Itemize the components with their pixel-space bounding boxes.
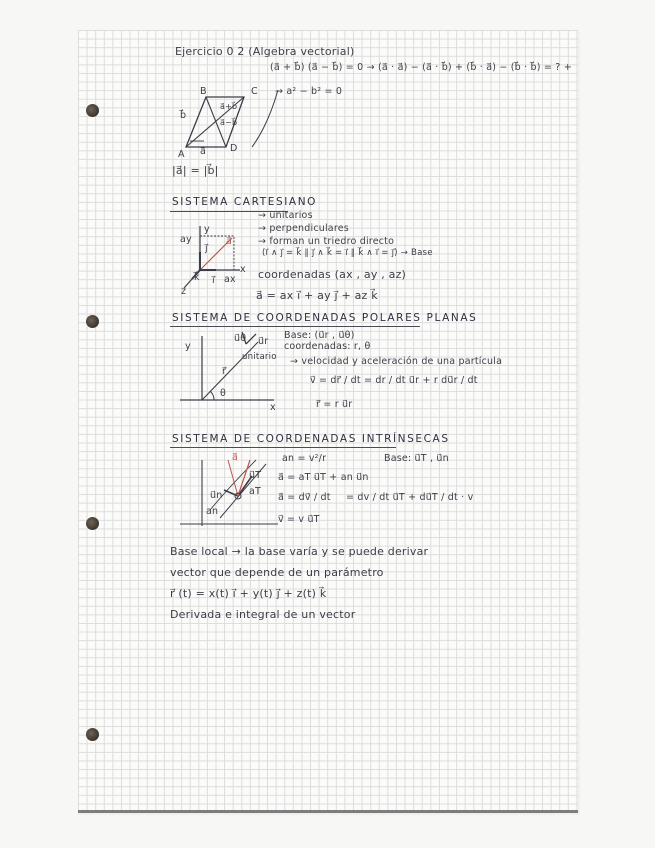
title-underline bbox=[170, 447, 396, 448]
note-base-local: Base local → la base varía y se puede derivar bbox=[170, 545, 429, 558]
position-vector-label: r⃗ bbox=[222, 366, 227, 377]
diagonal-label-diff: a⃗−b⃗ bbox=[220, 118, 238, 127]
unit-vector-utheta: u⃗θ bbox=[234, 333, 247, 344]
ex02-equation-2: → a² − b² = 0 bbox=[275, 86, 343, 97]
binder-hole bbox=[86, 728, 99, 741]
unit-vector-k: k⃗ bbox=[194, 272, 200, 283]
binder-hole bbox=[86, 517, 99, 530]
vertex-label-a: A bbox=[178, 149, 185, 160]
axis-label-x: x bbox=[240, 264, 246, 275]
title-underline bbox=[170, 326, 420, 327]
vector-label-a: a⃗ bbox=[226, 236, 233, 247]
cartesian-note-base: (i⃗ ∧ j⃗ = k⃗ ∥ j⃗ ∧ k⃗ = i⃗ ∥ k⃗ ∧ i⃗ = j⃗) → Base bbox=[262, 248, 433, 258]
axis-label-ax: ax bbox=[224, 274, 236, 285]
intrinsic-derivative-right: = dv / dt u⃗T + du⃗T / dt · v bbox=[346, 492, 474, 503]
axis-label-ay: ay bbox=[180, 234, 192, 245]
section-title-polares: SISTEMA DE COORDENADAS POLARES PLANAS bbox=[172, 312, 478, 324]
axis-label-z: z bbox=[181, 286, 187, 297]
note-vector-parametro: vector que depende de un parámetro bbox=[170, 566, 384, 579]
intrinsic-axes-diagram bbox=[180, 452, 280, 527]
polar-coordinates: coordenadas: r, θ bbox=[284, 341, 371, 352]
cartesian-note-triedro: → forman un triedro directo bbox=[258, 236, 395, 247]
note-position-vector: r⃗ (t) = x(t) i⃗ + y(t) j⃗ + z(t) k⃗ bbox=[170, 587, 327, 600]
intrinsic-velocity: v⃗ = v u⃗T bbox=[278, 514, 320, 525]
binder-hole bbox=[86, 104, 99, 117]
unitario-label: unitario bbox=[242, 352, 277, 362]
component-label-at: aT bbox=[249, 486, 262, 497]
section-title-intrinsecas: SISTEMA DE COORDENADAS INTRÍNSECAS bbox=[172, 433, 450, 445]
axis-label-y: y bbox=[185, 341, 191, 352]
unit-vector-ut: u⃗T bbox=[249, 470, 262, 481]
unit-vector-ur: u⃗r bbox=[258, 336, 269, 347]
binder-hole bbox=[86, 315, 99, 328]
axis-label-y: y bbox=[204, 224, 210, 235]
intrinsic-base: Base: u⃗T , u⃗n bbox=[384, 453, 449, 464]
ex02-equation-1: (a⃗ + b⃗) (a⃗ − b⃗) = 0 → (a⃗ · a⃗) − (a⃗ · b⃗) + (b⃗ · a⃗) − (b⃗ · b⃗) = ? + bbox=[270, 62, 572, 73]
vector-label-a: a⃗ bbox=[232, 452, 239, 463]
unit-vector-j: j⃗ bbox=[205, 243, 208, 254]
cartesian-vector: a⃗ = ax i⃗ + ay j⃗ + az k⃗ bbox=[256, 289, 378, 302]
cartesian-note-unitarios: → unitarios bbox=[258, 210, 313, 221]
note-derivada-integral: Derivada e integral de un vector bbox=[170, 608, 356, 621]
vertex-label-c: C bbox=[251, 86, 258, 97]
component-label-an: an bbox=[206, 506, 219, 517]
section-title-cartesiano: SISTEMA CARTESIANO bbox=[172, 196, 318, 208]
polar-velocity-equation: v⃗ = dr⃗ / dt = dr / dt u⃗r + r du⃗r / dt bbox=[310, 375, 478, 386]
vertex-label-b: B bbox=[200, 86, 207, 97]
intrinsic-derivative-left: a⃗ = dv⃗ / dt bbox=[278, 492, 331, 503]
intrinsic-normal-acceleration: an = v²/r bbox=[282, 453, 327, 464]
angle-label-theta: θ bbox=[220, 388, 227, 399]
unit-vector-i: i⃗ bbox=[212, 275, 215, 286]
polar-position: r⃗ = r u⃗r bbox=[316, 399, 353, 410]
cartesian-coordinates: coordenadas (ax , ay , az) bbox=[258, 268, 407, 281]
intrinsic-acceleration: a⃗ = aT u⃗T + an u⃗n bbox=[278, 472, 369, 483]
graph-paper-sheet bbox=[78, 30, 578, 813]
axis-label-x: x bbox=[270, 402, 276, 413]
polar-base: Base: (u⃗r , u⃗θ) bbox=[284, 330, 355, 341]
ex02-conclusion: |a⃗| = |b⃗| bbox=[172, 164, 219, 177]
diagonal-label-sum: a⃗+b⃗ bbox=[220, 102, 238, 111]
vertex-label-d: D bbox=[230, 143, 238, 154]
vector-label-a: a⃗ bbox=[200, 146, 207, 157]
cartesian-note-perpendiculares: → perpendiculares bbox=[258, 223, 349, 234]
vector-label-b: b⃗ bbox=[180, 110, 187, 121]
polar-velocity-note: → velocidad y aceleración de una partícula bbox=[290, 356, 503, 367]
unit-vector-un: u⃗n bbox=[210, 490, 223, 501]
exercise-title: Ejercicio 0 2 (Algebra vectorial) bbox=[175, 45, 355, 58]
